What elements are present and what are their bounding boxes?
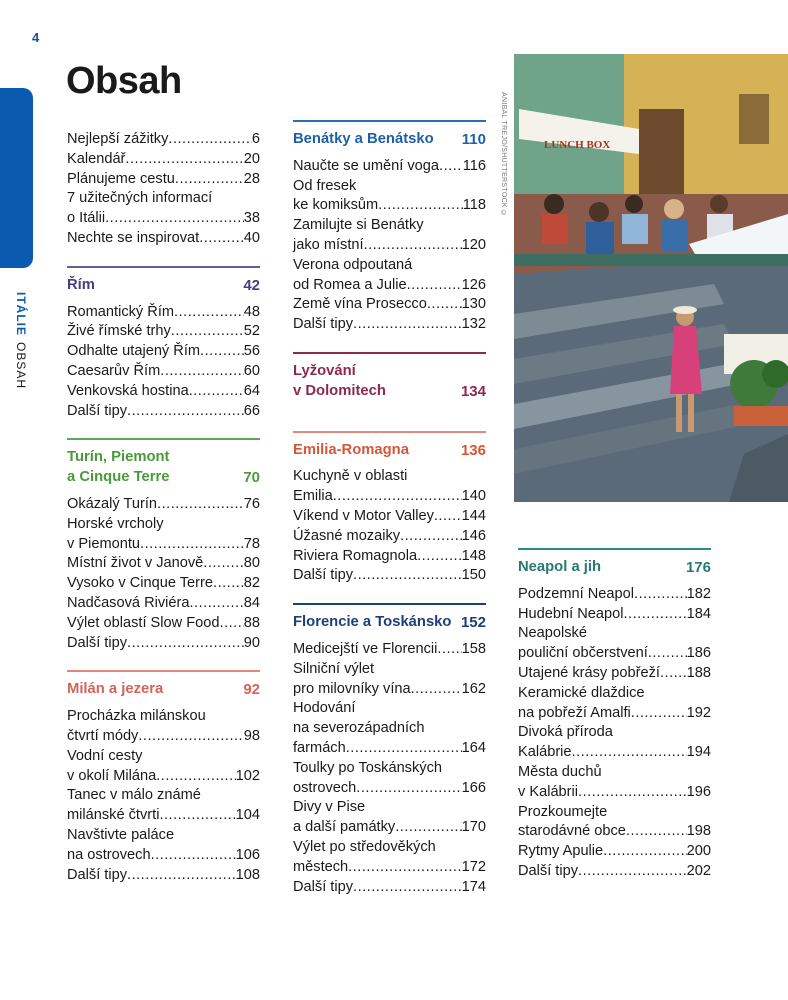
toc-entry-title: Divy v Pise [293, 799, 366, 816]
toc-entry-page: 66 [243, 402, 260, 419]
dot-leader [427, 295, 462, 315]
photo-credit: ANIBAL TREJO/SHUTTERSTOCK © [500, 92, 507, 218]
toc-entry-page: 108 [235, 866, 260, 883]
toc-entry-title: Silniční výlet [293, 660, 375, 677]
toc-entry-page: 106 [235, 846, 260, 863]
section-page: 42 [243, 276, 260, 294]
dot-leader [411, 680, 462, 700]
toc-entry[interactable] [67, 402, 260, 422]
toc-entry-title: Další tipy [67, 634, 128, 651]
toc-entry-page: 40 [243, 229, 260, 246]
toc-entry[interactable] [518, 704, 711, 724]
toc-entry[interactable] [293, 660, 486, 680]
toc-entry[interactable] [293, 507, 486, 527]
toc-entry-page: 172 [461, 858, 486, 875]
toc-entry-title: Odhalte utajený Řím [67, 343, 201, 360]
toc-entry[interactable] [518, 624, 711, 644]
dot-leader [220, 614, 244, 634]
section-page: 110 [461, 131, 486, 148]
toc-entry-page: 84 [243, 594, 260, 611]
toc-entry[interactable] [518, 763, 711, 783]
toc-entry-page: 144 [461, 507, 486, 524]
dot-leader [603, 842, 686, 862]
toc-entry-title: Města duchů [518, 763, 602, 780]
toc-entry-title: Nechte se inspirovat [67, 229, 200, 246]
toc-entry[interactable] [293, 838, 486, 858]
toc-entry-title: Tanec v málo známé [67, 787, 201, 804]
toc-entry-title: Prozkoumejte [518, 803, 608, 820]
toc-entry-title: Keramické dlaždice [518, 684, 645, 701]
toc-entry-title: v Piemontu [67, 535, 141, 552]
toc-entry-page: 198 [686, 823, 711, 840]
toc-entry-title: Navštivte paláce [67, 826, 175, 843]
toc-entry[interactable] [293, 878, 486, 898]
toc-entry[interactable] [293, 566, 486, 586]
dot-leader [151, 846, 236, 866]
toc-section-emilia [293, 431, 486, 587]
toc-entry-title: na pobřeží Amalfi [518, 704, 631, 721]
toc-entry[interactable] [293, 177, 486, 197]
toc-entry-page: 20 [243, 150, 260, 167]
toc-entry[interactable] [293, 196, 486, 216]
toc-entry[interactable] [67, 150, 260, 170]
dot-leader [159, 806, 235, 826]
toc-entry[interactable] [293, 759, 486, 779]
dot-leader [623, 605, 686, 625]
toc-entry[interactable] [67, 515, 260, 535]
toc-entry-title: Další tipy [518, 862, 579, 879]
section-heading[interactable] [293, 603, 486, 640]
toc-entry-title: Výlet po středověkých [293, 838, 436, 855]
toc-entry[interactable] [518, 862, 711, 882]
toc-entry-title: Neapolské [518, 625, 587, 642]
toc-entry-title: Okázalý Turín [67, 495, 158, 512]
page-number: 4 [32, 30, 40, 45]
toc-entry-page: 76 [243, 495, 260, 512]
section-title: Neapol a jih [518, 559, 602, 575]
toc-entry-title: Další tipy [293, 878, 354, 895]
dot-leader [353, 878, 462, 898]
toc-entry-title: Emilia [293, 488, 333, 505]
dot-leader [660, 664, 687, 684]
dot-leader [156, 767, 235, 787]
toc-entry[interactable] [518, 605, 711, 625]
toc-entry-title: Plánujeme cestu [67, 170, 175, 187]
section-heading[interactable] [67, 670, 260, 707]
toc-entry[interactable] [518, 723, 711, 743]
dot-leader [348, 858, 461, 878]
photo-illustration [514, 54, 788, 502]
toc-entry-page: 120 [461, 236, 486, 253]
toc-entry[interactable] [293, 276, 486, 296]
section-title-line: v Dolomitech [293, 382, 386, 399]
toc-entry-title: městech [293, 858, 349, 875]
dot-leader [395, 818, 461, 838]
toc-column-2 [293, 120, 486, 897]
section-heading[interactable] [67, 266, 260, 303]
toc-entry[interactable] [518, 822, 711, 842]
section-title: Florencie a Toskánsko [293, 614, 452, 631]
toc-entry[interactable] [67, 554, 260, 574]
section-page: 70 [243, 469, 260, 487]
toc-entry-title: ke komiksům [293, 197, 379, 214]
toc-entry-title: Toulky po Toskánských [293, 759, 442, 776]
chapter-tab [0, 88, 33, 268]
toc-entry[interactable] [67, 747, 260, 767]
toc-entry-title: milánské čtvrti [67, 807, 160, 824]
toc-entry-page: 140 [461, 488, 486, 505]
toc-entry-page: 184 [686, 605, 711, 622]
section-page: 152 [460, 614, 486, 632]
toc-entry[interactable] [293, 680, 486, 700]
dot-leader [189, 382, 244, 402]
toc-entry-title: Medicejští ve Florencii [293, 640, 438, 657]
toc-entry[interactable] [67, 786, 260, 806]
dot-leader [160, 362, 244, 382]
toc-entry[interactable] [67, 189, 260, 209]
toc-entry-title: Kalendář [67, 150, 126, 167]
dot-leader [140, 535, 244, 555]
dot-leader [626, 822, 687, 842]
intro-list [67, 130, 260, 249]
dot-leader [356, 779, 461, 799]
toc-entry-page: 158 [461, 640, 486, 657]
dot-leader [333, 487, 462, 507]
toc-entry[interactable] [293, 256, 486, 276]
toc-entry-title: a další památky [293, 819, 396, 836]
toc-entry[interactable] [67, 130, 260, 150]
dot-leader [634, 585, 687, 605]
toc-entry-page: 118 [462, 197, 486, 214]
dot-leader [353, 566, 462, 586]
dot-leader [439, 157, 463, 177]
toc-entry-page: 170 [461, 819, 486, 836]
toc-column-1 [67, 130, 260, 885]
toc-entry-title: Romantický Řím [67, 303, 175, 320]
toc-entry-title: Venkovská hostina [67, 382, 189, 399]
dot-leader [138, 727, 243, 747]
toc-entry[interactable] [67, 614, 260, 634]
toc-entry-page: 52 [243, 323, 260, 340]
dot-leader [105, 209, 244, 229]
toc-entry-page: 174 [461, 878, 486, 895]
toc-section-lyzovani [293, 352, 486, 414]
toc-entry-title: v Kalábrii [518, 783, 579, 800]
section-heading[interactable] [518, 548, 711, 585]
toc-entry[interactable] [293, 640, 486, 660]
toc-entry-page: 148 [461, 547, 486, 564]
toc-entry-title: Země vína Prosecco [293, 296, 427, 313]
toc-entry[interactable] [67, 382, 260, 402]
toc-entry-page: 6 [251, 131, 260, 147]
section-title: Benátky a Benátsko [293, 131, 434, 147]
dot-leader [127, 866, 236, 886]
toc-entry-page: 88 [243, 614, 260, 631]
toc-entry-title: Místní život v Janově [67, 555, 204, 572]
lunch-box-sign: LUNCH BOX [544, 139, 611, 151]
toc-entry[interactable] [67, 806, 260, 826]
dot-leader [417, 547, 462, 567]
toc-entry-title: Kuchyně v oblasti [293, 468, 408, 485]
toc-entry[interactable] [67, 634, 260, 654]
toc-entry[interactable] [518, 743, 711, 763]
toc-entry[interactable] [293, 487, 486, 507]
toc-entry[interactable] [67, 594, 260, 614]
toc-entry[interactable] [293, 779, 486, 799]
toc-entry-title: Víkend v Motor Valley [293, 507, 434, 524]
toc-entry-page: 150 [461, 567, 486, 584]
section-page: 92 [243, 681, 260, 699]
dot-leader [189, 594, 243, 614]
section-title [293, 362, 386, 402]
toc-entry[interactable] [518, 585, 711, 605]
toc-entry[interactable] [293, 315, 486, 335]
section-title: Milán a jezera [67, 681, 164, 698]
toc-entry-title: čtvrtí módy [67, 727, 139, 744]
toc-entry-title: Další tipy [293, 316, 354, 333]
toc-entry-title: Hudební Neapol [518, 605, 624, 622]
toc-entry[interactable] [67, 866, 260, 886]
toc-entry[interactable] [518, 644, 711, 664]
toc-entry-title: Rytmy Apulie [518, 843, 604, 860]
toc-entry-page: 64 [243, 382, 260, 399]
toc-entry-page: 78 [243, 535, 260, 552]
toc-entry-title: Verona odpoutaná [293, 256, 413, 273]
toc-section-turin [67, 438, 260, 653]
dot-leader [631, 704, 687, 724]
toc-entry-page: 188 [686, 664, 711, 681]
dot-leader [213, 574, 244, 594]
toc-entry-page: 80 [243, 555, 260, 572]
section-heading[interactable] [293, 120, 486, 157]
dot-leader [407, 276, 462, 296]
dot-leader [199, 229, 244, 249]
dot-leader [378, 196, 463, 216]
toc-entry[interactable] [67, 535, 260, 555]
toc-entry[interactable] [518, 803, 711, 823]
toc-entry-title: Divoká příroda [518, 724, 613, 741]
toc-entry-page: 132 [461, 316, 486, 333]
toc-entry-title: Nejlepší zážitky [67, 131, 169, 147]
toc-entry[interactable] [293, 547, 486, 567]
toc-entry-title: o Itálii [67, 210, 106, 227]
toc-entry-title: Caesarův Řím [67, 362, 161, 379]
page-title: Obsah [66, 60, 182, 102]
toc-entry[interactable] [293, 236, 486, 256]
toc-entry-title: Naučte se umění voga [293, 157, 440, 174]
toc-entry[interactable] [518, 664, 711, 684]
toc-entry-page: 82 [243, 575, 260, 592]
dot-leader [346, 739, 462, 759]
toc-entry-title: ostrovech [293, 779, 357, 796]
toc-entry-title: Další tipy [293, 567, 354, 584]
toc-entry-title: Vodní cesty [67, 747, 143, 764]
dot-leader [400, 527, 462, 547]
toc-section-benatky [293, 120, 486, 335]
toc-entry[interactable] [293, 699, 486, 719]
toc-entry-page: 104 [235, 807, 260, 824]
toc-entry[interactable] [67, 767, 260, 787]
toc-entry[interactable] [67, 826, 260, 846]
toc-entry[interactable] [67, 574, 260, 594]
toc-entry-page: 126 [461, 276, 486, 293]
toc-entry-title: Riviera Romagnola [293, 547, 418, 564]
toc-entry[interactable] [67, 362, 260, 382]
section-title [67, 448, 170, 488]
toc-column-3 [518, 548, 711, 882]
toc-entry-title: starodávné obce [518, 823, 626, 840]
dot-leader [572, 743, 687, 763]
toc-entry[interactable] [67, 322, 260, 342]
toc-entry-page: 98 [243, 727, 260, 744]
toc-entry[interactable] [67, 170, 260, 190]
dot-leader [175, 170, 244, 190]
toc-entry-page: 102 [235, 767, 260, 784]
toc-entry[interactable] [293, 295, 486, 315]
section-title: Řím [67, 276, 95, 293]
section-page: 134 [460, 382, 486, 400]
toc-entry[interactable] [293, 527, 486, 547]
toc-entry-page: 146 [461, 527, 486, 544]
toc-entry[interactable] [67, 229, 260, 249]
dot-leader [171, 322, 244, 342]
toc-entry-title: Hodování [293, 700, 356, 717]
toc-entry[interactable] [67, 342, 260, 362]
toc-entry-page: 162 [461, 680, 486, 697]
section-heading[interactable] [67, 438, 260, 495]
dot-leader [437, 640, 461, 660]
dot-leader [578, 862, 687, 882]
toc-section-rim [67, 266, 260, 422]
toc-entry[interactable] [293, 467, 486, 487]
toc-entry-title: Od fresek [293, 177, 357, 194]
toc-entry-title: Živé římské trhy [67, 323, 171, 340]
toc-entry[interactable] [293, 858, 486, 878]
toc-entry-title: Úžasné mozaiky [293, 527, 401, 544]
toc-entry-page: 48 [243, 303, 260, 320]
toc-entry-page: 200 [686, 843, 711, 860]
toc-entry[interactable] [67, 707, 260, 727]
toc-entry-page: 202 [686, 862, 711, 879]
toc-entry[interactable] [293, 719, 486, 739]
toc-entry-title: na ostrovech [67, 846, 151, 863]
toc-entry[interactable] [67, 495, 260, 515]
cinque-terre-photo [514, 54, 788, 502]
section-page: 176 [685, 559, 711, 576]
toc-entry-title: Další tipy [67, 866, 128, 883]
dot-leader [125, 150, 243, 170]
toc-entry-title: Horské vrcholy [67, 515, 164, 532]
toc-entry[interactable] [67, 846, 260, 866]
dot-leader [203, 554, 244, 574]
section-page: 136 [460, 441, 486, 459]
toc-entry-page: 196 [686, 783, 711, 800]
dot-leader [578, 783, 687, 803]
toc-entry-page: 28 [243, 170, 260, 187]
toc-entry-page: 186 [686, 645, 711, 662]
toc-entry-title: Kalábrie [518, 744, 572, 761]
section-heading[interactable] [293, 352, 486, 414]
toc-entry-title: pro milovníky vína [293, 680, 411, 697]
dot-leader [168, 130, 251, 150]
toc-entry[interactable] [293, 157, 486, 177]
section-title: Emilia-Romagna [293, 441, 409, 458]
toc-entry-page: 60 [243, 362, 260, 379]
toc-entry-title: v okolí Milána [67, 767, 157, 784]
toc-entry-title: jako místní [293, 236, 364, 253]
toc-entry-page: 130 [461, 296, 486, 313]
toc-entry-page: 164 [461, 739, 486, 756]
toc-entry[interactable] [293, 818, 486, 838]
toc-entry[interactable] [67, 727, 260, 747]
dot-leader [353, 315, 462, 335]
toc-section-milan [67, 670, 260, 885]
toc-entry-title: Vysoko v Cinque Terre [67, 575, 214, 592]
toc-entry[interactable] [67, 303, 260, 323]
toc-entry-title: pouliční občerstvení [518, 645, 648, 662]
toc-entry-title: 7 užitečných informací [67, 190, 213, 207]
toc-entry-page: 38 [243, 210, 260, 227]
dot-leader [200, 342, 244, 362]
dot-leader [364, 236, 462, 256]
toc-entry-title: na severozápadních [293, 720, 425, 737]
dot-leader [127, 402, 244, 422]
side-label-country: ITÁLIE [14, 292, 28, 336]
section-title-line: Lyžování [293, 362, 356, 379]
toc-entry[interactable] [293, 216, 486, 236]
dot-leader [174, 303, 244, 323]
dot-leader [157, 495, 244, 515]
toc-entry-title: Nadčasová Riviéra [67, 594, 190, 611]
toc-entry-page: 194 [686, 744, 711, 761]
toc-entry-title: farmách [293, 739, 346, 756]
toc-entry-title: Výlet oblastí Slow Food [67, 614, 220, 631]
toc-entry[interactable] [518, 684, 711, 704]
section-title-line: a Cinque Terre [67, 469, 170, 486]
toc-section-florencie [293, 603, 486, 897]
toc-entry-title: Podzemní Neapol [518, 585, 635, 602]
toc-entry[interactable] [293, 798, 486, 818]
toc-entry-page: 116 [462, 157, 486, 174]
toc-entry-page: 166 [461, 779, 486, 796]
toc-entry[interactable] [518, 842, 711, 862]
toc-entry-title: od Romea a Julie [293, 276, 407, 293]
side-label-section: OBSAH [14, 342, 28, 390]
toc-entry-page: 56 [243, 343, 260, 360]
toc-entry-title: Utajené krásy pobřeží [518, 664, 660, 681]
toc-entry[interactable] [518, 783, 711, 803]
toc-entry[interactable] [293, 739, 486, 759]
toc-entry-title: Procházka milánskou [67, 708, 206, 725]
toc-entry-page: 192 [686, 704, 711, 721]
dot-leader [648, 644, 687, 664]
toc-entry[interactable] [67, 209, 260, 229]
toc-entry-title: Další tipy [67, 402, 128, 419]
toc-section-neapol [518, 548, 711, 882]
dot-leader [127, 634, 244, 654]
side-label [8, 292, 28, 389]
section-title-line: Turín, Piemont [67, 449, 170, 466]
toc-entry-page: 182 [686, 585, 711, 602]
dot-leader [434, 507, 462, 527]
toc-entry-page: 90 [243, 634, 260, 651]
section-heading[interactable] [293, 431, 486, 468]
toc-entry-title: Zamilujte si Benátky [293, 217, 424, 234]
